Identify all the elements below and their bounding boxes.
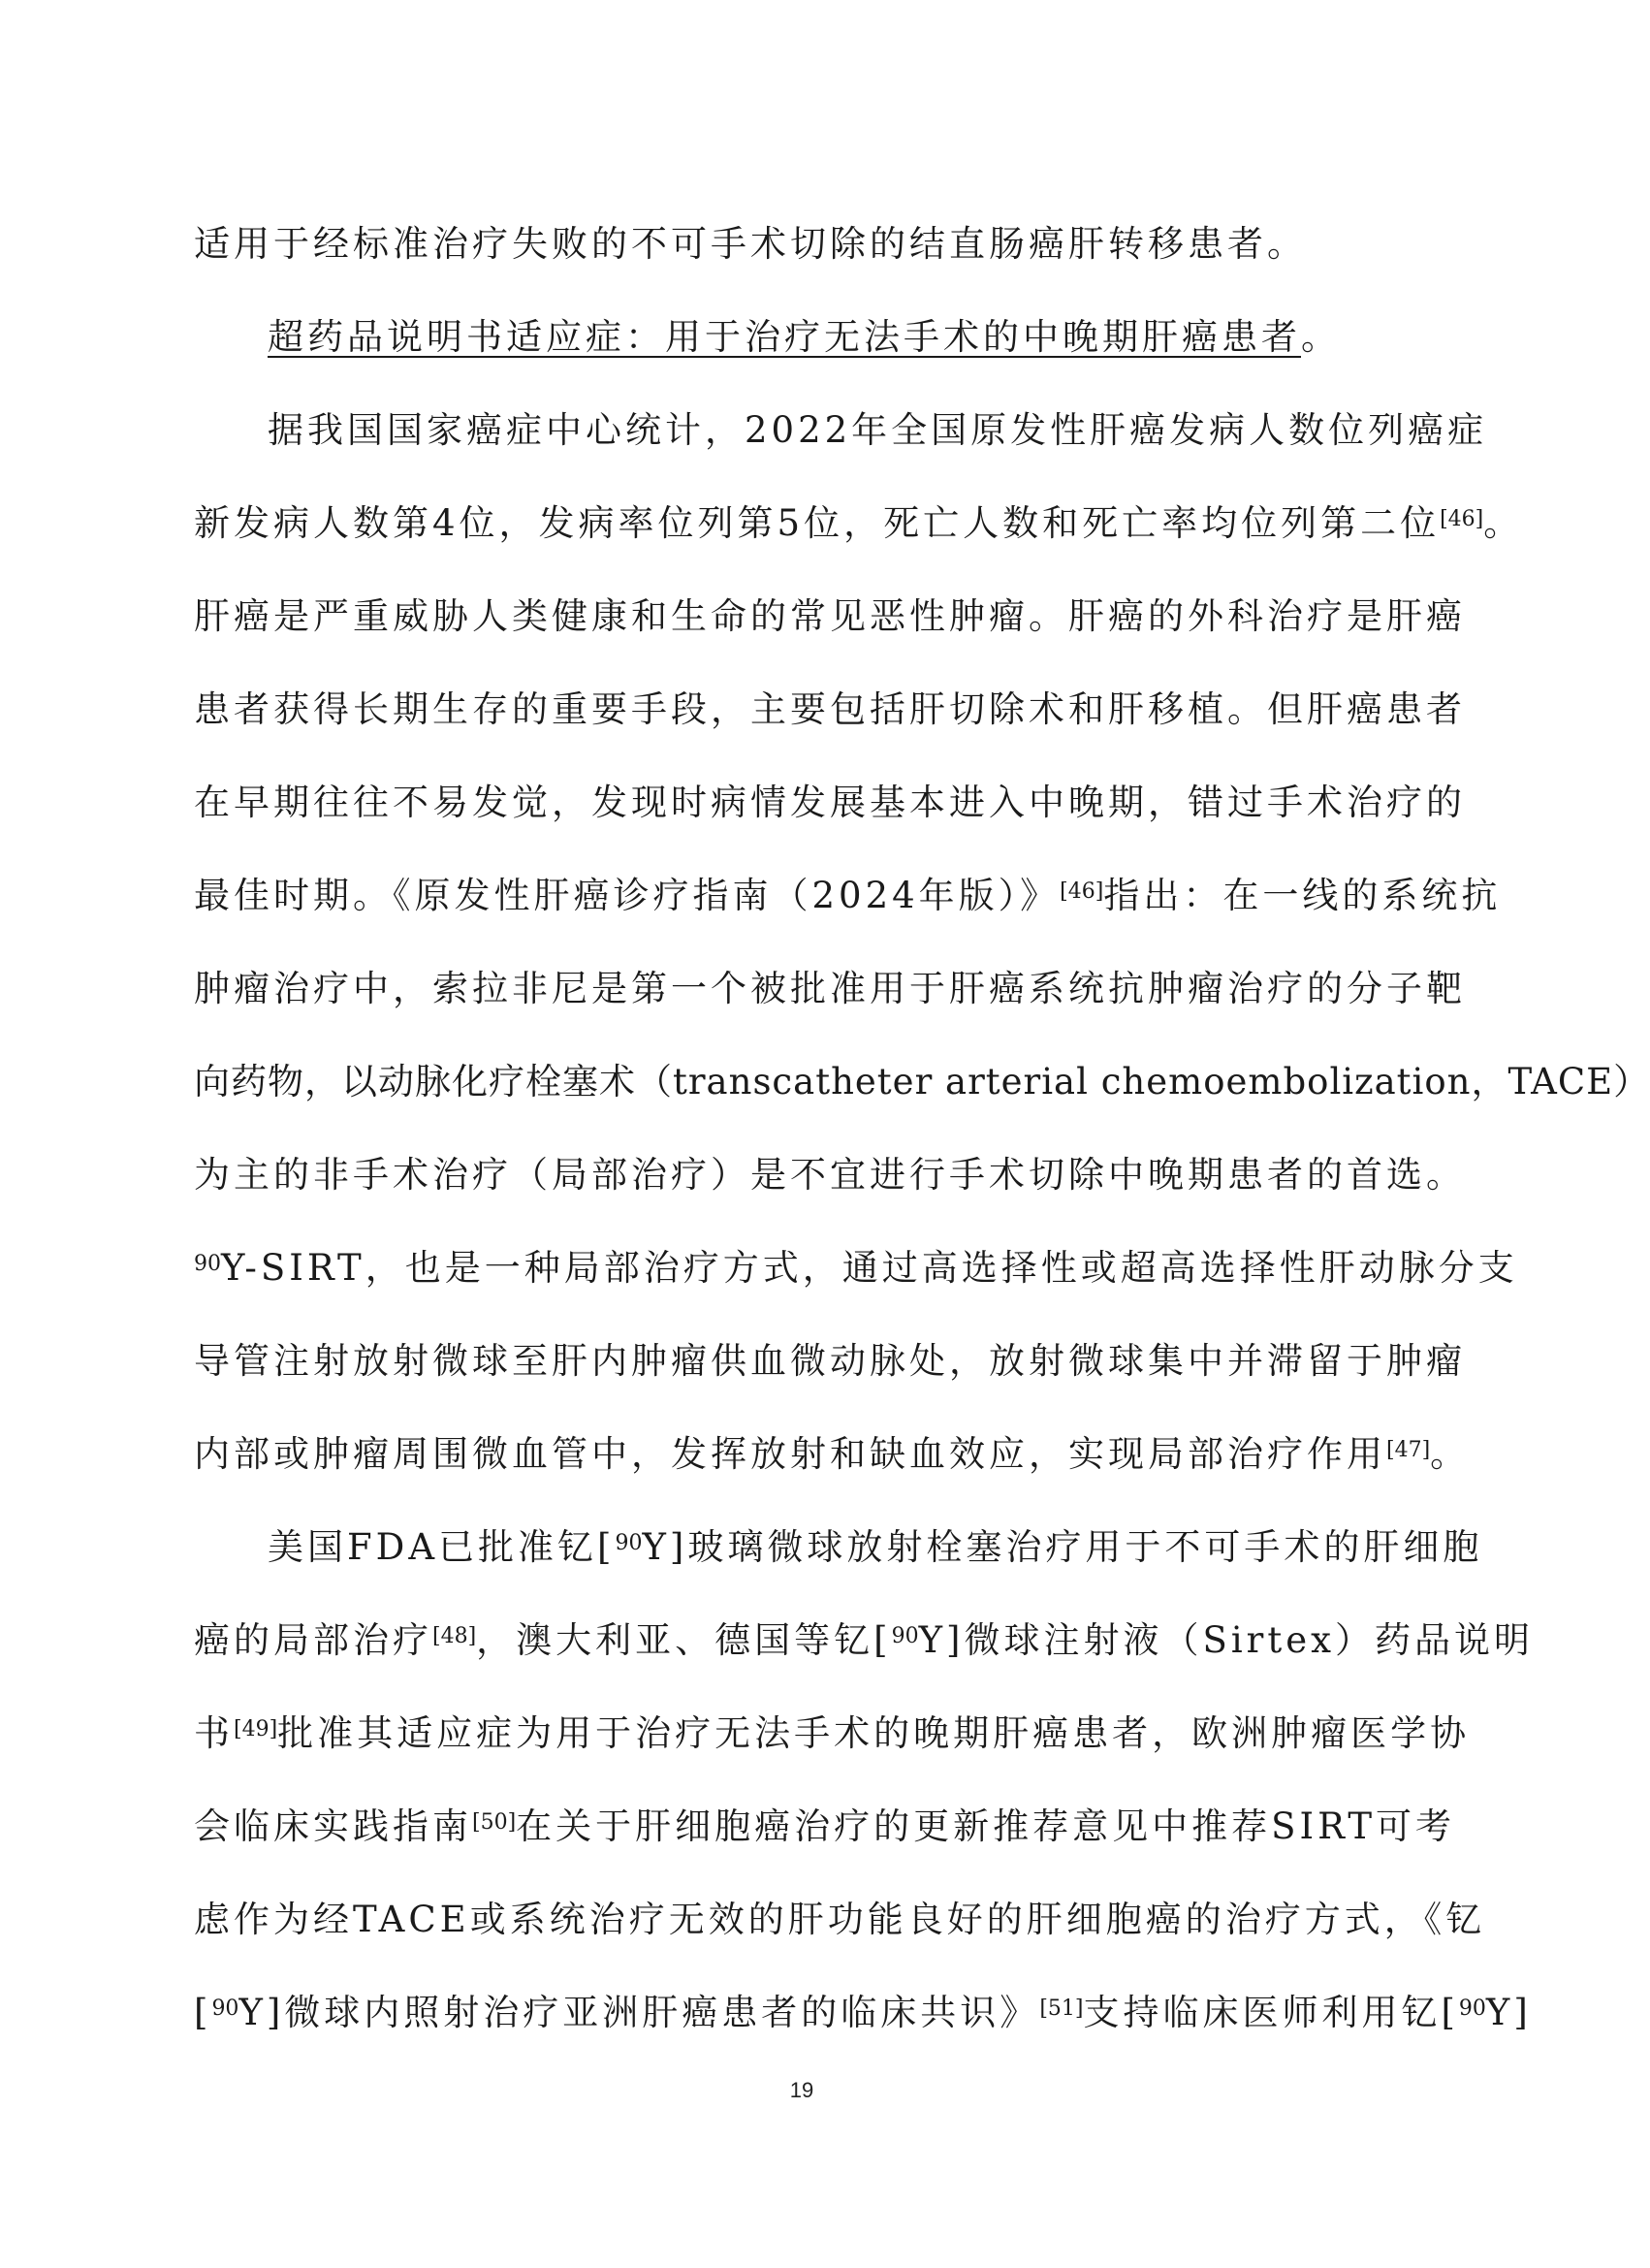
body-line-16 — [194, 1612, 1534, 1670]
text: 。 — [1301, 316, 1341, 358]
text: 支持临床医师利用钇[ — [1083, 1992, 1459, 2033]
text: 书 — [194, 1712, 234, 1754]
text: Y-SIRT，也是一种局部治疗方式，通过高选择性或超高选择性肝动脉分支 — [221, 1247, 1518, 1289]
text: 患者获得长期生存的重要手段，主要包括肝切除术和肝移植。但肝癌患者 — [194, 688, 1466, 730]
text: 癌的局部治疗 — [194, 1619, 432, 1661]
citation-ref: [47] — [1386, 1438, 1431, 1462]
body-line-17 — [194, 1705, 1471, 1763]
text: 会临床实践指南 — [194, 1805, 472, 1847]
text: ，澳大利亚、德国等钇[ — [476, 1619, 892, 1661]
text: 据我国国家癌症中心统计，2022年全国原发性肝癌发病人数位列癌症 — [268, 409, 1488, 451]
text: 最佳时期。《原发性肝癌诊疗指南（2024年版）》 — [194, 875, 1061, 916]
body-line-10 — [194, 1053, 1650, 1111]
citation-ref: [49] — [234, 1717, 278, 1741]
text: 适用于经标准治疗失败的不可手术切除的结直肠癌肝转移患者。 — [194, 223, 1307, 265]
text: 指出：在一线的系统抗 — [1103, 875, 1502, 916]
text: 。 — [1430, 1433, 1471, 1475]
text: Y]玻璃微球放射栓塞治疗用于不可手术的肝细胞 — [642, 1526, 1483, 1568]
body-line-13 — [194, 1332, 1466, 1390]
text: Y]微球注射液（Sirtex）药品说明 — [918, 1619, 1534, 1661]
body-line-09 — [194, 960, 1466, 1018]
body-line-18 — [194, 1798, 1456, 1856]
text: 肝癌是严重威胁人类健康和生命的常见恶性肿瘤。肝癌的外科治疗是肝癌 — [194, 595, 1466, 637]
body-line-04 — [194, 495, 1524, 553]
text: 在早期往往不易发觉，发现时病情发展基本进入中晚期，错过手术治疗的 — [194, 782, 1466, 823]
body-line-11 — [194, 1146, 1466, 1204]
body-line-20 — [194, 1984, 1532, 2042]
body-line-05 — [194, 588, 1466, 646]
body-line-15 — [268, 1518, 1483, 1577]
isotope-superscript: 90 — [194, 1252, 221, 1276]
isotope-superscript: 90 — [211, 1996, 239, 2021]
underlined-indication-text: 超药品说明书适应症：用于治疗无法手术的中晚期肝癌患者 — [268, 316, 1301, 358]
text: 为主的非手术治疗（局部治疗）是不宜进行手术切除中晚期患者的首选。 — [194, 1154, 1466, 1196]
text: 内部或肿瘤周围微血管中，发挥放射和缺血效应，实现局部治疗作用 — [194, 1433, 1386, 1475]
text: 在关于肝细胞癌治疗的更新推荐意见中推荐SIRT可考 — [516, 1805, 1456, 1847]
body-line-14 — [194, 1425, 1471, 1484]
body-line-07 — [194, 774, 1466, 832]
text: 美国FDA已批准钇[ — [268, 1526, 616, 1568]
citation-ref: [48] — [432, 1624, 477, 1648]
text: 向药物，以动脉化疗栓塞术（transcatheter arterial chemoembolization，TACE） — [194, 1061, 1650, 1102]
body-line-02 — [268, 308, 1435, 367]
isotope-superscript: 90 — [615, 1531, 643, 1555]
body-line-19 — [194, 1891, 1486, 1949]
isotope-superscript: 90 — [1458, 1996, 1486, 2021]
text: 肿瘤治疗中，索拉非尼是第一个被批准用于肝癌系统抗肿瘤治疗的分子靶 — [194, 968, 1466, 1009]
citation-ref: [51] — [1039, 1996, 1084, 2021]
body-line-06 — [194, 681, 1466, 739]
body-line-01 — [194, 215, 1435, 273]
citation-ref: [50] — [472, 1810, 517, 1835]
isotope-superscript: 90 — [891, 1624, 919, 1648]
citation-ref: [46] — [1440, 507, 1484, 531]
body-line-12 — [194, 1239, 1518, 1297]
text: 新发病人数第4位，发病率位列第5位，死亡人数和死亡率均位列第二位 — [194, 502, 1441, 544]
body-line-03 — [268, 401, 1488, 460]
text: 批准其适应症为用于治疗无法手术的晚期肝癌患者，欧洲肿瘤医学协 — [277, 1712, 1471, 1754]
page-number: 19 — [789, 2078, 814, 2102]
text: 。 — [1483, 502, 1524, 544]
text: Y] — [1485, 1992, 1532, 2033]
text: Y]微球内照射治疗亚洲肝癌患者的临床共识》 — [238, 1992, 1040, 2033]
citation-ref: [46] — [1060, 879, 1104, 904]
text: 导管注射放射微球至肝内肿瘤供血微动脉处，放射微球集中并滞留于肿瘤 — [194, 1340, 1466, 1382]
body-line-08 — [194, 867, 1502, 925]
text: 虑作为经TACE或系统治疗无效的肝功能良好的肝细胞癌的治疗方式，《钇 — [194, 1899, 1486, 1940]
text: [ — [194, 1992, 212, 2033]
